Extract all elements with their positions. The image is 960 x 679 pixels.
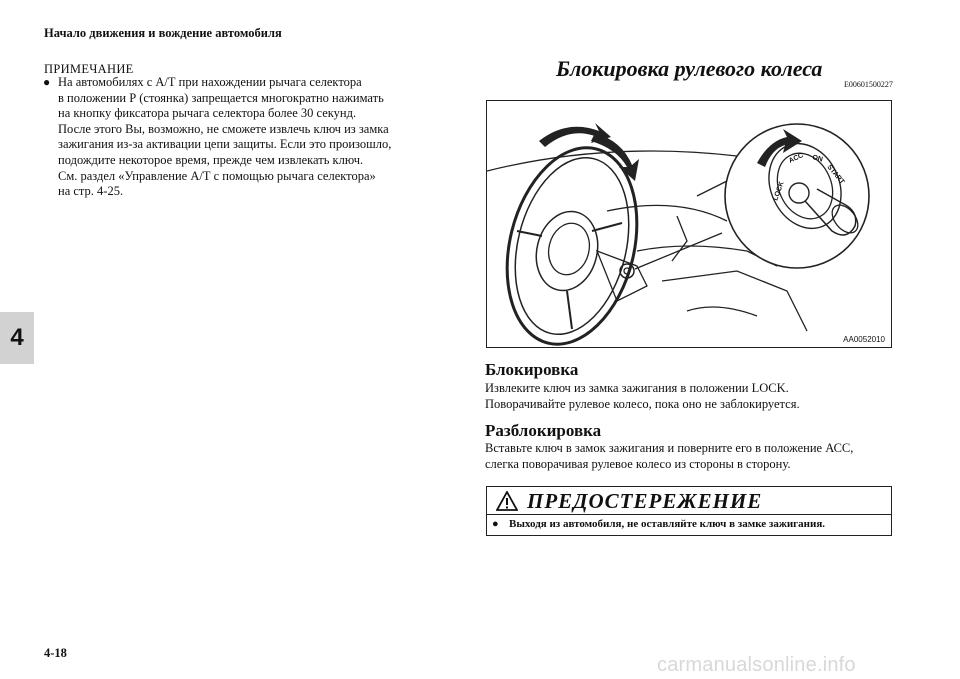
lock-text [485, 380, 895, 412]
lock-line: Извлеките ключ из замка зажигания в положении LOCK. [485, 381, 789, 395]
note-line: на кнопку фиксатора рычага селектора более 30 секунд. [58, 106, 357, 121]
unlock-line: слегка поворачивая рулевое колесо из стороны в сторону. [485, 457, 791, 471]
warning-box [486, 486, 892, 536]
warning-header [487, 487, 891, 515]
warning-bullet: ● [492, 518, 499, 530]
page-header-title: Начало движения и вождение автомобиля [44, 26, 282, 40]
note-line: См. раздел «Управление А/Т с помощью рычага селектора» [58, 168, 376, 183]
page-number: 4-18 [44, 646, 67, 660]
steering-wheel-illustration [487, 101, 892, 348]
lock-heading: Блокировка [485, 360, 579, 379]
unlock-text [485, 440, 895, 472]
note-line: на стр. 4-25. [58, 184, 124, 199]
note-line: зажигания из-за активации цепи защиты. Если это произошло, [58, 137, 392, 152]
lock-line: Поворачивайте рулевое колесо, пока оно не заблокируется. [485, 397, 800, 411]
note-line: подождите некоторое время, прежде чем извлекать ключ. [58, 152, 364, 167]
unlock-heading: Разблокировка [485, 421, 602, 440]
section-title: Блокировка рулевого колеса [556, 56, 823, 81]
section-code: E00601500227 [844, 80, 893, 89]
note-label: ПРИМЕЧАНИЕ [44, 62, 134, 76]
ignition-label-lock: LOCK [772, 180, 786, 202]
note-bullet: ● [43, 75, 51, 89]
steering-lock-figure [486, 100, 892, 348]
ignition-label-on: ON [811, 154, 824, 164]
warning-divider [487, 514, 891, 515]
note-body [43, 75, 458, 200]
figure-code: AA0052010 [843, 335, 885, 344]
watermark: carmanualsonline.info [657, 654, 856, 676]
note-line: в положении Р (стоянка) запрещается многократно нажимать [58, 90, 384, 105]
unlock-line: Вставьте ключ в замок зажигания и поверните его в положение АСС, [485, 441, 854, 455]
warning-triangle-icon [487, 489, 527, 513]
note-line: После этого Вы, возможно, не сможете извлечь ключ из замка [58, 121, 389, 136]
note-line: На автомобилях с А/Т при нахождении рычага селектора [58, 75, 362, 89]
warning-text: Выходя из автомобиля, не оставляйте ключ в замке зажигания. [509, 518, 826, 530]
chapter-tab: 4 [0, 312, 34, 364]
ignition-label-start: START [825, 163, 846, 186]
warning-title: ПРЕДОСТЕРЕЖЕНИЕ [527, 488, 763, 513]
ignition-label-acc: ACC [787, 152, 805, 165]
